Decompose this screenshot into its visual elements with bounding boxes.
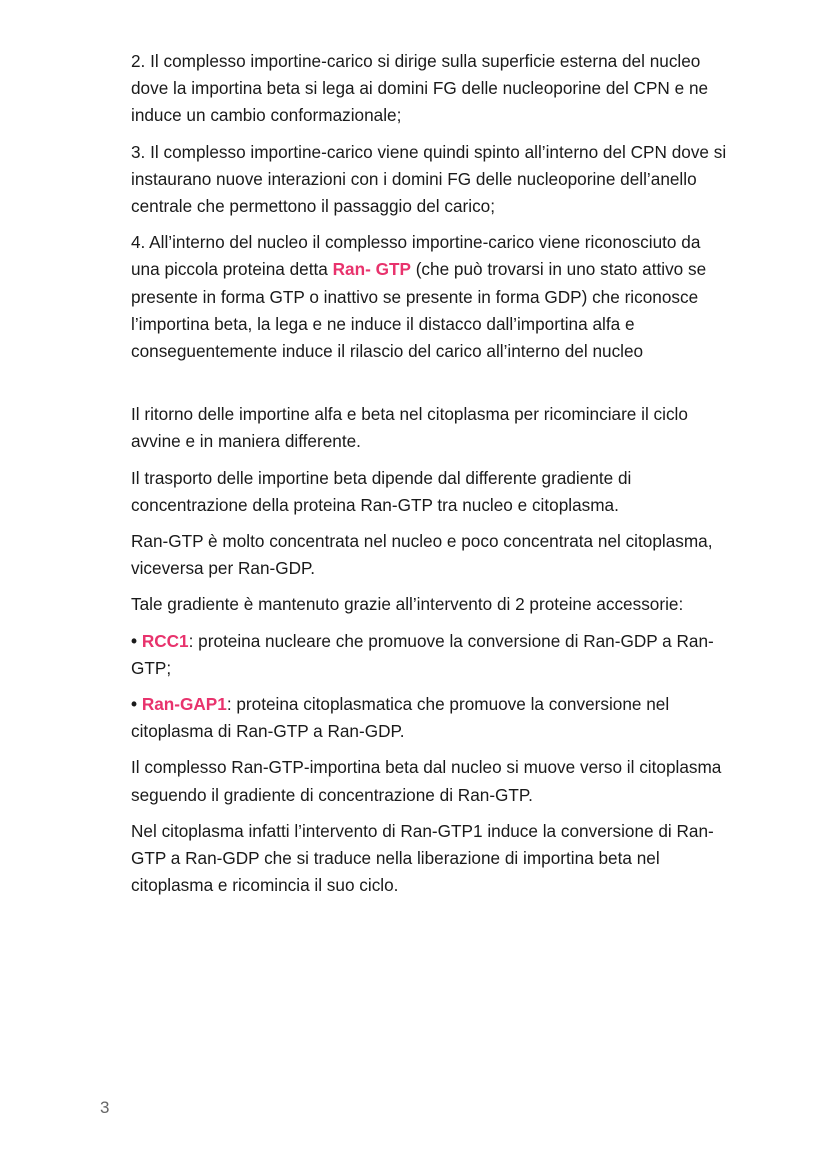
step-4-text-after: (che può trovarsi in uno stato attivo se presente in forma GTP o inattivo se presente in forma GDP) che riconosce l’importina beta, la lega e ne induce il distacco dall’importina alfa e conseguentemente induce il rilascio del carico all’interno del nucleo: [131, 259, 707, 362]
ran-gap1-highlight: Ran-GAP1: [141, 694, 227, 715]
paragraph-citoplasma: Nel citoplasma infatti l’intervento di Ran-GTP1 induce la conversione di Ran-GTP a Ran-GDP che si traduce nella liberazione di importina beta nel citoplasma e ricomincia il suo ciclo.: [131, 820, 714, 896]
ran-gap1-description: : proteina citoplasmatica che promuove la conversione nel citoplasma di Ran-GTP a Ran-GDP.: [131, 694, 670, 742]
bullet-item-ran-gap1: [131, 691, 731, 745]
paragraph-step-2: 2. Il complesso importine-carico si dirige sulla superficie esterna del nucleo dove la importina beta si lega ai domini FG delle nucleoporine del CPN e ne induce un cambio conformazionale;: [131, 51, 709, 126]
bullet-item-rcc1: [131, 628, 731, 682]
paragraph-trasporto: Il trasporto delle importine beta dipende dal differente gradiente di concentrazione della proteina Ran-GTP tra nucleo e citoplasma.: [131, 467, 632, 515]
page-content: [131, 48, 731, 908]
step-4-text-before: 4. All’interno del nucleo il complesso importine-carico viene riconosciuto da una piccola proteina detta: [131, 232, 701, 280]
paragraph-complesso: Il complesso Ran-GTP-importina beta dal nucleo si muove verso il citoplasma seguendo il gradiente di concentrazione di Ran-GTP.: [131, 757, 722, 805]
paragraph-step-4: [131, 229, 731, 365]
ran-gtp-highlight: Ran- GTP: [332, 259, 411, 280]
paragraph-step-3: 3. Il complesso importine-carico viene quindi spinto all’interno del CPN dove si instaurano nuove interazioni con i domini FG delle nucleoporine dell’anello centrale che permettono il passaggio del carico;: [131, 141, 727, 217]
rcc1-description: : proteina nucleare che promuove la conversione di Ran-GDP a Ran-GTP;: [131, 630, 714, 678]
bullet-icon: •: [131, 694, 138, 715]
rcc1-highlight: RCC1: [141, 630, 189, 651]
paragraph-ritorno: Il ritorno delle importine alfa e beta nel citoplasma per ricominciare il ciclo avvine e in maniera differente.: [131, 404, 688, 452]
paragraph-concentrazione: Ran-GTP è molto concentrata nel nucleo e poco concentrata nel citoplasma, viceversa per Ran-GDP.: [131, 531, 713, 579]
bullet-icon: •: [131, 630, 138, 651]
paragraph-gradiente: Tale gradiente è mantenuto grazie all’intervento di 2 proteine accessorie:: [131, 594, 684, 615]
page-number: 3: [100, 1098, 110, 1117]
